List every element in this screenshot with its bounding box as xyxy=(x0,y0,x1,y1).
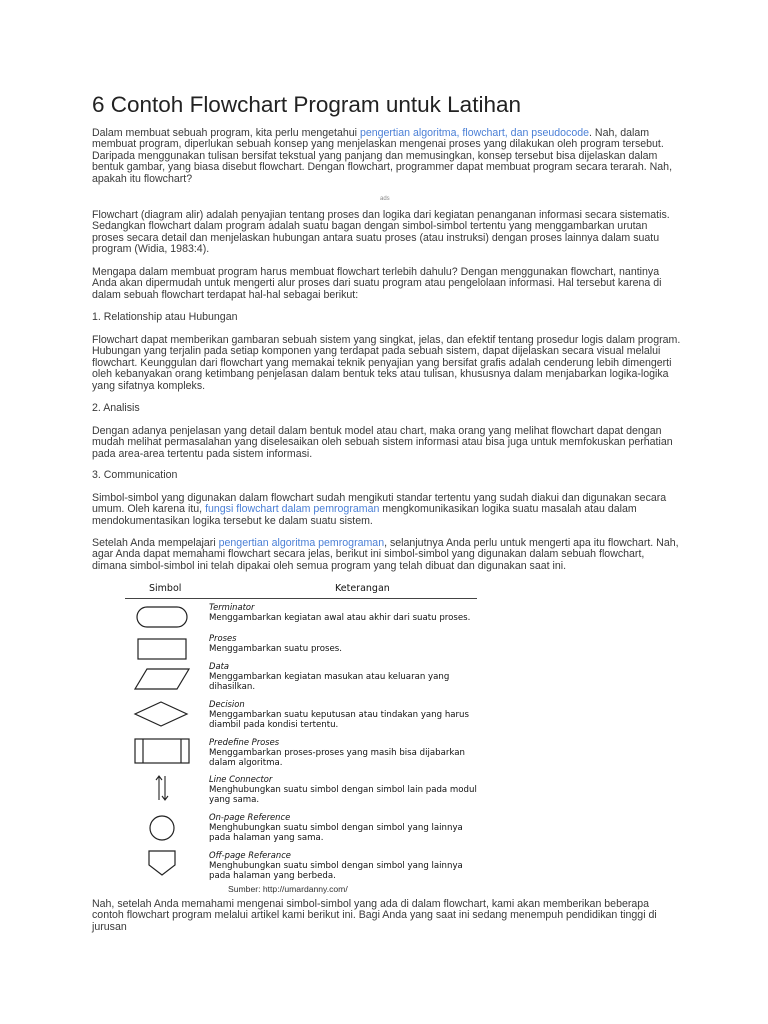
symbol-row-data xyxy=(209,661,479,693)
point-3-heading: 3. Communication xyxy=(92,469,178,481)
predefine-process-symbol-icon xyxy=(125,736,197,766)
symbol-row-line-connector xyxy=(209,774,479,806)
ads-label: ads xyxy=(380,196,390,202)
point-2-body: Dengan adanya penjelasan yang detail dalam bentuk model atau chart, maka orang yang melihat flowchart dapat dengan mudah melihat permasalahan yang diselesaikan oleh sebuah sistem informasi atau bisa juga untuk memfokuskan perhatian pada area-area tertentu pada sistem informasi. xyxy=(92,425,673,460)
symbol-description: Menghubungkan suatu simbol dengan simbol yang lainnya pada halaman yang sama. xyxy=(209,822,463,844)
symbol-name: Proses xyxy=(209,633,237,643)
symbol-row-predefine-proses xyxy=(209,737,479,769)
page-title: 6 Contoh Flowchart Program untuk Latihan xyxy=(92,92,521,117)
symbol-row-decision xyxy=(209,699,479,731)
header-divider xyxy=(125,598,477,599)
symbol-name: Line Connector xyxy=(209,774,273,784)
symbol-description: Menggambarkan suatu keputusan atau tindakan yang harus diambil pada kondisi tertentu. xyxy=(209,709,469,731)
symbol-name: Data xyxy=(209,661,229,671)
intro-text-start: Dalam membuat sebuah program, kita perlu mengetahui xyxy=(92,127,360,139)
point-3-body xyxy=(92,493,682,527)
symbol-name: Terminator xyxy=(209,602,255,612)
symbol-column-header: Simbol xyxy=(149,583,182,594)
intro-paragraph xyxy=(92,128,682,185)
off-page-reference-symbol-icon xyxy=(125,849,197,877)
symbols-text-start: Setelah Anda mempelajari xyxy=(92,537,219,549)
figure-source-caption: Sumber: http://umardanny.com/ xyxy=(228,884,348,894)
intro-text-end: . Nah, dalam membuat program, diperlukan sebuah konsep yang menjelaskan mengenai proses yang dilakukan oleh program tersebut. Daripada menggunakan tulisan bersifat tekstual yang panjang dan memusingkan, konsep tersebut bisa dijelaskan dalam bentuk gambar, yang biasa disebut flowchart. Dengan flowchart, programmer dapat membuat program secara terarah. Nah, apakah itu flowchart? xyxy=(92,127,673,185)
symbol-description: Menggambarkan suatu proses. xyxy=(209,643,342,654)
symbol-description: Menggambarkan kegiatan awal atau akhir dari suatu proses. xyxy=(209,612,471,623)
symbol-row-off-page-referance xyxy=(209,850,479,882)
symbols-intro-paragraph xyxy=(92,538,682,572)
fungsi-flowchart-link[interactable]: fungsi flowchart dalam pemrograman xyxy=(205,503,380,516)
on-page-reference-symbol-icon xyxy=(125,813,197,843)
symbol-name: Decision xyxy=(209,699,245,709)
why-paragraph: Mengapa dalam membuat program harus membuat flowchart terlebih dahulu? Dengan menggunakan flowchart, nantinya Anda akan dipermudah untuk mengerti alur proses dari suatu program atau pengelolaan informasi. Hal tersebut karena di dalam sebuah flowchart terdapat hal-hal sebagai berikut: xyxy=(92,266,662,301)
symbols-text-end: , selanjutnya Anda perlu untuk mengerti apa itu flowchart. Nah, agar Anda dapat memahami flowchart secara jelas, berikut ini simbol-simbol yang digunakan dalam sebuah flowchart, dimana simbol-simbol ini telah dipakai oleh semua program yang telah dibuat dan digunakan saat ini. xyxy=(92,537,679,572)
algoritma-flowchart-pseudocode-link[interactable]: pengertian algoritma, flowchart, dan pseudocode xyxy=(359,127,590,139)
symbol-name: Off-page Referance xyxy=(209,850,291,860)
line-connector-symbol-icon xyxy=(125,773,197,803)
symbol-name: On-page Reference xyxy=(209,812,291,822)
symbol-name: Predefine Proses xyxy=(209,737,280,747)
point-1-body: Flowchart dapat memberikan gambaran sebuah sistem yang singkat, jelas, dan efektif tentang prosedur logis dalam program. Hubungan yang terjalin pada setiap komponen yang terdapat pada sebuah sistem, dapat dijelaskan secara visual melalui flowchart. Keunggulan dari flowchart yang memakai teknik penyajian yang bersifat grafis adalah cenderung lebih dimengerti oleh kebanyakan orang ketimbang penjelasan dalam bentuk teks atau tulisan, khususnya dalam menjabarkan logika-logika yang sifatnya kompleks. xyxy=(92,334,681,392)
process-symbol-icon xyxy=(125,636,197,662)
point-2-heading: 2. Analisis xyxy=(92,402,140,414)
flowchart-symbols-figure xyxy=(125,583,477,882)
point-3-text-start: Simbol-simbol yang digunakan dalam flowchart sudah mengikuti standar tertentu yang sudah diakui dan digunakan secara umum. Oleh karena itu, xyxy=(92,492,667,516)
point-1-heading: 1. Relationship atau Hubungan xyxy=(92,311,238,323)
data-symbol-icon xyxy=(125,666,197,692)
point-3-text-end: mengkomunikasikan logika suatu masalah atau dalam mendokumentasikan logika tersebut ke dalam suatu sistem. xyxy=(92,503,637,527)
symbol-description: Menghubungkan suatu simbol dengan simbol yang lainnya pada halaman yang berbeda. xyxy=(209,860,463,882)
symbol-row-proses xyxy=(209,633,479,654)
symbol-description: Menghubungkan suatu simbol dengan simbol lain pada modul yang sama. xyxy=(209,784,477,806)
algoritma-pemrograman-link[interactable]: pengertian algoritma pemrograman xyxy=(218,537,385,549)
description-column-header: Keterangan xyxy=(335,583,390,594)
symbol-row-on-page-reference xyxy=(209,812,479,844)
definition-paragraph: Flowchart (diagram alir) adalah penyajian tentang proses dan logika dari kegiatan penanganan informasi secara sistematis. Sedangkan flowchart dalam program adalah suatu bagan dengan simbol-simbol tertentu yang menggambarkan urutan proses secara detail dan menjelaskan hubungan antara suatu proses (atau instruksi) dengan proses lainnya dalam suatu program (Widia, 1983:4). xyxy=(92,209,670,256)
decision-symbol-icon xyxy=(125,700,197,728)
symbol-description: Menggambarkan kegiatan masukan atau keluaran yang dihasilkan. xyxy=(209,671,450,693)
closing-paragraph: Nah, setelah Anda memahami mengenai simbol-simbol yang ada di dalam flowchart, kami akan memberikan beberapa contoh flowchart program melalui artikel kami berikut ini. Bagi Anda yang saat ini sedang menempuh pendidikan tinggi di jurusan xyxy=(92,898,657,933)
symbol-description: Menggambarkan proses-proses yang masih bisa dijabarkan dalam algoritma. xyxy=(209,747,465,769)
terminator-symbol-icon xyxy=(125,604,197,630)
symbol-row-terminator xyxy=(209,602,479,623)
